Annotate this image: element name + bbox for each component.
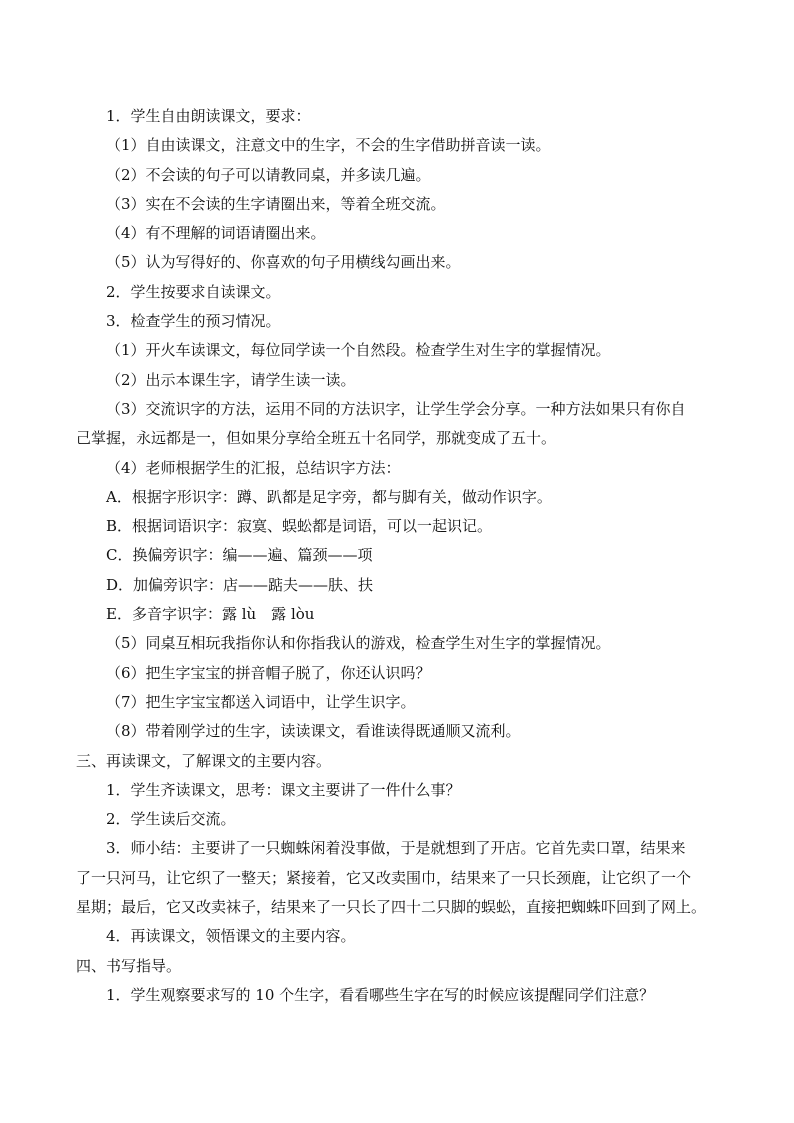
check-item-3-continued: 己掌握，永远都是一，但如果分享给全班五十名同学，那就变成了五十。: [76, 429, 557, 448]
method-a: A．根据字形识字：蹲、趴都是足字旁，都与脚有关，做动作识字。: [106, 487, 552, 506]
check-item-3: （3）交流识字的方法，运用不同的方法识字，让学生学会分享。一种方法如果只有你自: [106, 399, 686, 418]
step-3-heading: 3．检查学生的预习情况。: [106, 312, 281, 331]
section-3-step-4: 4．再读课文，领悟课文的主要内容。: [106, 927, 356, 946]
check-item-2: （2）出示本课生字，请学生读一读。: [106, 370, 356, 389]
section-3-step-3-continued-2: 星期；最后，它又改卖袜子，结果来了一只长了四十二只脚的蜈蚣，直接把蜘蛛吓回到了网上。: [76, 898, 707, 917]
requirement-5: （5）认为写得好的、你喜欢的句子用横线勾画出来。: [106, 253, 461, 272]
method-e: E．多音字识字：露 lù 露 lòu: [106, 605, 315, 624]
check-item-4: （4）老师根据学生的汇报，总结识字方法：: [106, 458, 401, 477]
method-c: C．换偏旁识字：编——遍、篇颈——项: [106, 546, 373, 565]
check-item-8: （8）带着刚学过的生字，读读课文，看谁读得既通顺又流利。: [106, 722, 521, 741]
check-item-6: （6）把生字宝宝的拼音帽子脱了，你还认识吗？: [106, 663, 431, 682]
requirement-2: （2）不会读的句子可以请教同桌，并多读几遍。: [106, 165, 431, 184]
check-item-7: （7）把生字宝宝都送入词语中，让学生识字。: [106, 692, 416, 711]
section-3-step-1: 1．学生齐读课文，思考：课文主要讲了一件什么事？: [106, 780, 461, 799]
step-2-heading: 2．学生按要求自读课文。: [106, 282, 281, 301]
section-4-heading: 四、书写指导。: [76, 956, 182, 975]
section-4-step-1: 1．学生观察要求写的 10 个生字，看看哪些生字在写的时候应该提醒同学们注意？: [106, 985, 655, 1004]
method-b: B．根据词语识字：寂寞、蜈蚣都是词语，可以一起识记。: [106, 517, 493, 536]
section-3-step-3: 3．师小结：主要讲了一只蜘蛛闲着没事做，于是就想到了开店。它首先卖口罩，结果来: [106, 839, 686, 858]
step-1-heading: 1．学生自由朗读课文，要求：: [106, 107, 311, 125]
check-item-5: （5）同桌互相玩我指你认和你指我认的游戏，检查学生对生字的掌握情况。: [106, 634, 611, 653]
requirement-4: （4）有不理解的词语请圈出来。: [106, 224, 326, 243]
check-item-1: （1）开火车读课文，每位同学读一个自然段。检查学生对生字的掌握情况。: [106, 341, 611, 360]
section-3-heading: 三、再读课文，了解课文的主要内容。: [76, 751, 332, 770]
method-d: D．加偏旁识字：店——踮夫——肤、扶: [106, 575, 374, 594]
requirement-1: （1）自由读课文，注意文中的生字，不会的生字借助拼音读一读。: [106, 136, 551, 155]
requirement-3: （3）实在不会读的生字请圈出来，等着全班交流。: [106, 194, 446, 213]
section-3-step-2: 2．学生读后交流。: [106, 810, 236, 829]
document-body: [76, 102, 726, 1010]
section-3-step-3-continued-1: 了一只河马，让它织了一整天；紧接着，它又改卖围巾，结果来了一只长颈鹿，让它织了一个: [76, 868, 692, 887]
